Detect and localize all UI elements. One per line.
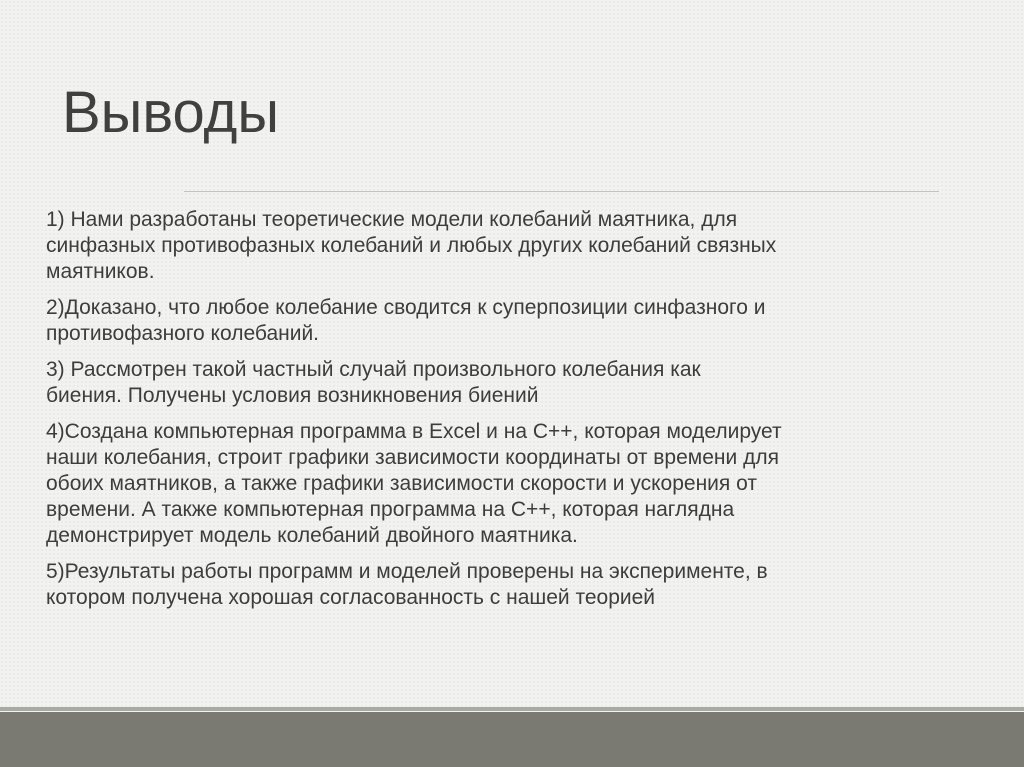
conclusion-item-2: 2)Доказано, что любое колебание сводится к суперпозиции синфазного и противофазного колебаний. — [46, 296, 766, 345]
conclusion-item-5: 5)Результаты работы программ и моделей проверены на эксперименте, в котором получена хорошая согласованность с нашей теорией — [46, 560, 768, 609]
footer-bar — [0, 712, 1024, 767]
slide-title: Выводы — [62, 80, 280, 145]
conclusion-item-3: 3) Рассмотрен такой частный случай произвольного колебания как биения. Получены условия возникновения биений — [46, 358, 701, 407]
footer-accent-line — [0, 707, 1024, 711]
title-divider — [184, 191, 939, 192]
slide-body — [46, 207, 981, 621]
conclusion-item-1: 1) Нами разработаны теоретические модели колебаний маятника, для синфазных противофазных колебаний и любых других колебаний связных маятников. — [46, 208, 777, 283]
conclusion-item-4: 4)Создана компьютерная программа в Excel и на С++, которая моделирует наши колебания, строит графики зависимости координаты от времени для обоих маятников, а также графики зависимости скорости и ускорения от времени. А также компьютерная программа на С++, которая наглядна демонстрирует модель колебаний двойного маятника. — [46, 420, 782, 547]
